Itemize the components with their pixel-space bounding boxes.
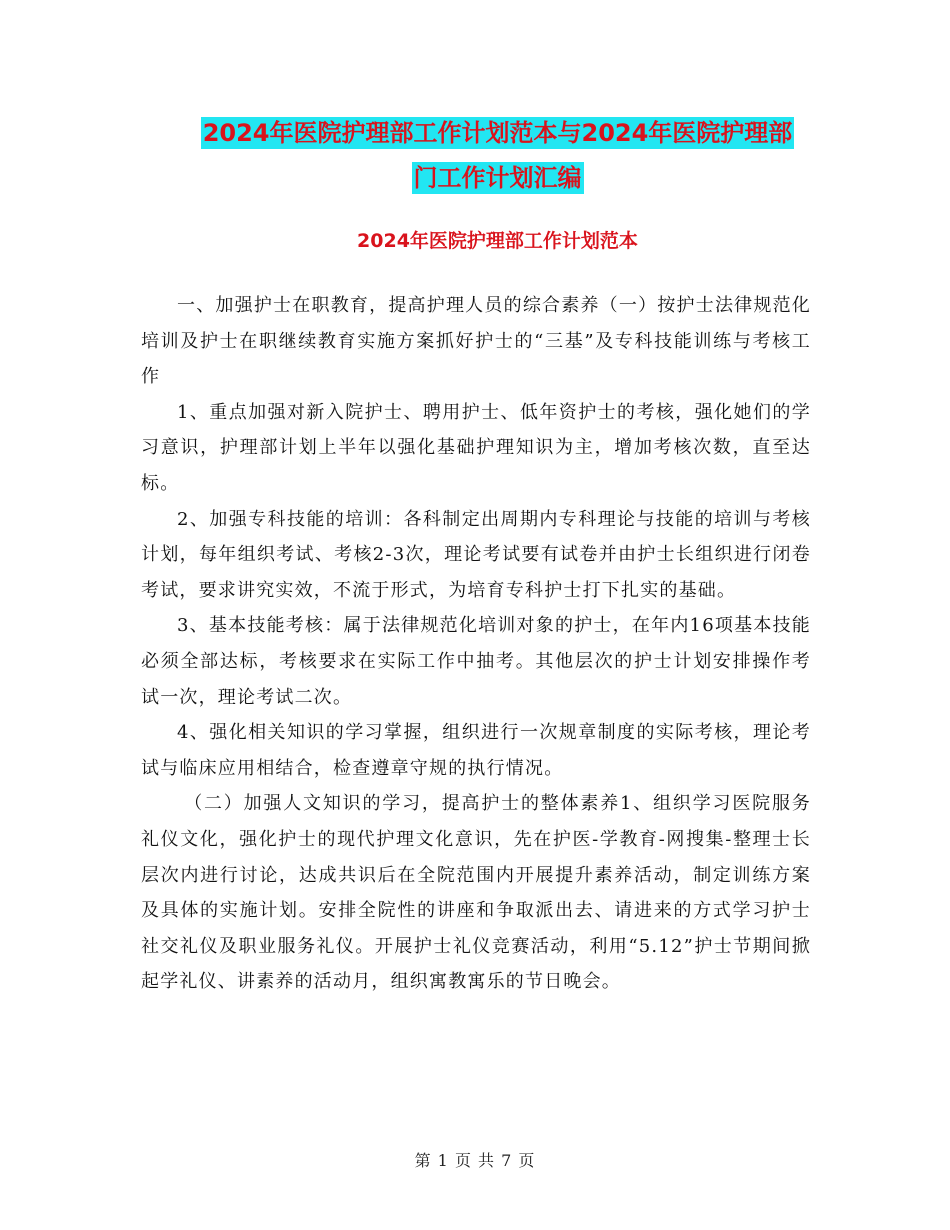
page-footer: 第 1 页 共 7 页 (414, 1151, 536, 1170)
paragraph-4: 3、基本技能考核：属于法律规范化培训对象的护士，在年内16项基本技能必须全部达标，考核要求在实际工作中抽考。其他层次的护士计划安排操作考试一次，理论考试二次。 (141, 615, 811, 708)
paragraph-2: 1、重点加强对新入院护士、聘用护士、低年资护士的考核，强化她们的学习意识，护理部计划上半年以强化基础护理知识为主，增加考核次数，直至达标。 (141, 401, 811, 494)
paragraph-6: （二）加强人文知识的学习，提高护士的整体素养1、组织学习医院服务礼仪文化，强化护士的现代护理文化意识，先在护医-学教育-网搜集-整理士长层次内进行讨论，达成共识后在全院范围内开展提升素养活动，制定训练方案及具体的实施计划。安排全院性的讲座和争取派出去、请进来的方式学习护士社交礼仪及职业服务礼仪。开展护士礼仪竞赛活动，利用“5.12”护士节期间掀起学礼仪、讲素养的活动月，组织寓教寓乐的节日晚会。 (141, 793, 811, 993)
document-title-line-2 (185, 158, 810, 193)
paragraph-1: 一、加强护士在职教育，提高护理人员的综合素养（一）按护士法律规范化培训及护士在职继续教育实施方案抓好护士的“三基”及专科技能训练与考核工作 (141, 295, 811, 388)
document-title-text-2: 门工作计划汇编 (413, 164, 582, 192)
section-title: 2024年医院护理部工作计划范本 (357, 230, 638, 252)
document-body (141, 288, 811, 1000)
document-title-text-1: 2024年医院护理部工作计划范本与2024年医院护理部 (202, 119, 793, 147)
paragraph-5: 4、强化相关知识的学习掌握，组织进行一次规章制度的实际考核，理论考试与临床应用相结合，检查遵章守规的执行情况。 (141, 722, 811, 779)
paragraph-3: 2、加强专科技能的培训：各科制定出周期内专科理论与技能的培训与考核计划，每年组织考试、考核2-3次，理论考试要有试卷并由护士长组织进行闭卷考试，要求讲究实效，不流于形式，为培育专科护士打下扎实的基础。 (141, 508, 811, 601)
document-title-line-1 (185, 113, 810, 148)
